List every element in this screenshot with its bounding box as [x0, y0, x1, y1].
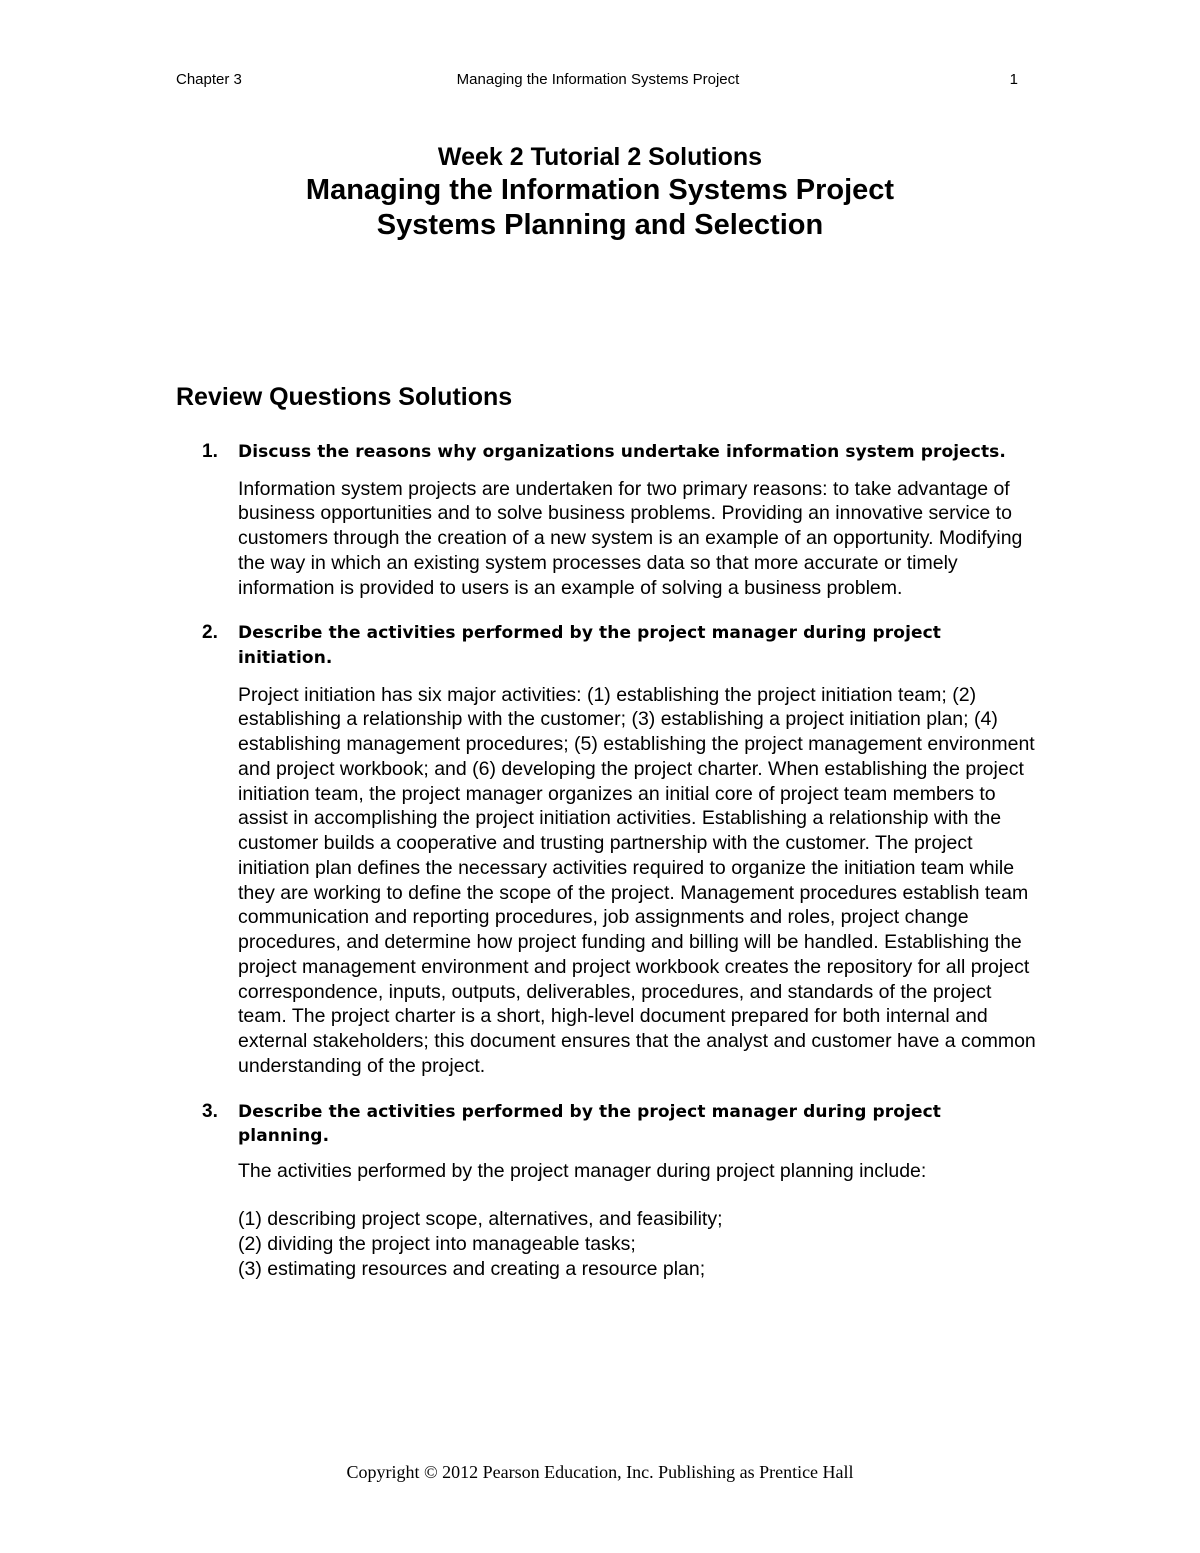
- question-text: Describe the activities performed by the project manager during project planning.: [238, 1101, 942, 1147]
- question-text: Describe the activities performed by the project manager during project initiation.: [238, 623, 942, 668]
- list-item: (1) describing project scope, alternatives, and feasibility;: [238, 1208, 723, 1231]
- answer-text: Information system projects are undertaken for two primary reasons: to take advantage of business opportunities and to solve business problems. Providing an innovative service to customers through the creation of a new system is an example of an opportunity. Modifying the way in which an existing system processes data so that more accurate or timely information is provided to users is an example of solving a business problem.: [238, 477, 1023, 599]
- question-text: Discuss the reasons why organizations undertake information system projects.: [238, 442, 1006, 462]
- answer-intro: The activities performed by the project manager during project planning include:: [238, 1159, 927, 1182]
- planning-activity-list: [238, 1207, 1036, 1281]
- page-number: 1: [1009, 71, 1018, 88]
- section-heading: Review Questions Solutions: [176, 383, 513, 411]
- question-item: [176, 1100, 1036, 1282]
- title-block: [0, 141, 1200, 243]
- running-header: [176, 70, 1020, 90]
- question-number: 2.: [202, 622, 218, 644]
- list-item: (3) estimating resources and creating a resource plan;: [238, 1257, 706, 1280]
- question-number: 1.: [202, 441, 218, 462]
- list-item: (2) dividing the project into manageable tasks;: [238, 1233, 636, 1256]
- answer-text: Project initiation has six major activities: (1) establishing the project initiation team; (2) establishing a relationship with the customer; (3) establishing a project initiation plan; (4) establishing management procedures; (5) establishing the project management environment and project workbook; and (6) developing the project charter. When establishing the project initiation team, the project manager organizes an initial core of project team members to assist in accomplishing the project initiation activities. Establishing a relationship with the customer builds a cooperative and trusting partnership with the customer. The project initiation plan defines the necessary activities required to organize the initiation team while they are working to define the scope of the project. Management procedures establish team communication and reporting procedures, job assignments and roles, project change procedures, and determine how project funding and billing will be handled. Establishing the project management environment and project workbook creates the repository for all project correspondence, inputs, outputs, deliverables, procedures, and standards of the project team. The project charter is a short, high-level document prepared for both internal and external stakeholders; this document ensures that the analyst and customer have a common understanding of the project.: [238, 683, 1036, 1077]
- chapter-subtitle: Systems Planning and Selection: [376, 209, 824, 241]
- chapter-title: Managing the Information Systems Project: [305, 174, 895, 206]
- tutorial-title: Week 2 Tutorial 2 Solutions: [437, 143, 763, 171]
- question-list: [176, 440, 1036, 1282]
- running-title: Managing the Information Systems Project: [456, 71, 740, 88]
- chapter-label: Chapter 3: [176, 71, 242, 88]
- question-item: [176, 621, 1036, 1078]
- copyright-footer: Copyright © 2012 Pearson Education, Inc. Publishing as Prentice Hall: [346, 1462, 854, 1482]
- question-item: [176, 440, 1036, 600]
- question-number: 3.: [202, 1100, 218, 1122]
